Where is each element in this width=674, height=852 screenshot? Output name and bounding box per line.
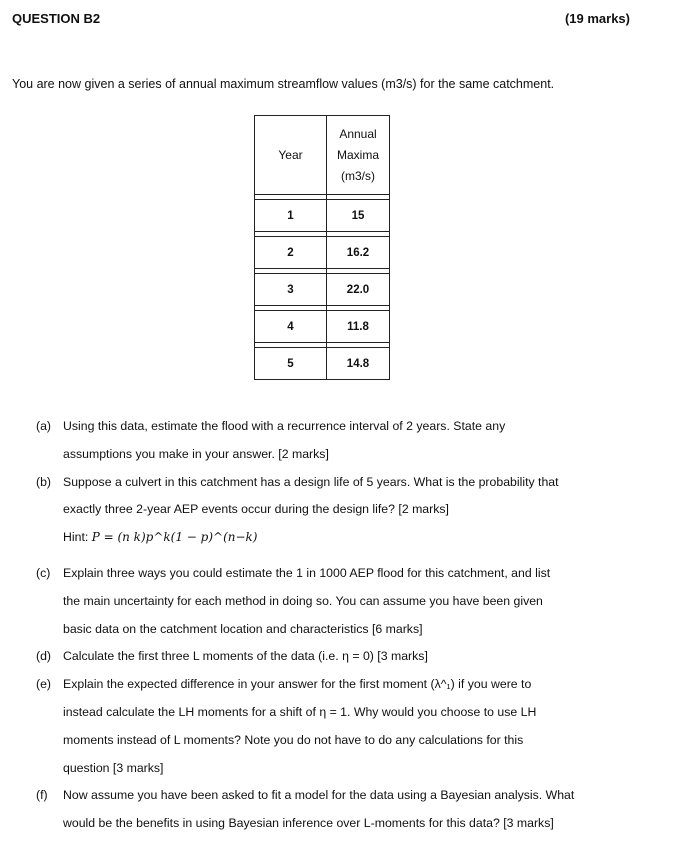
value-cell: 16.2 bbox=[327, 237, 390, 269]
table-row bbox=[255, 311, 390, 343]
table-row bbox=[255, 348, 390, 380]
question-b: (b) Suppose a culvert in this catchment has a design life of 5 years. What is the probability that exactly three 2-year AEP events occur during the design life? [2 marks] Hint: P = (n k)p^k(1 − p)^(n−k) bbox=[36, 469, 636, 552]
year-cell: 1 bbox=[255, 200, 327, 232]
value-cell: 14.8 bbox=[327, 348, 390, 380]
col-header-year: Year bbox=[255, 116, 327, 195]
marks-total: (19 marks) bbox=[564, 11, 630, 26]
hint-formula: Hint: P = (n k)p^k(1 − p)^(n−k) bbox=[63, 530, 258, 545]
question-a: (a) Using this data, estimate the flood with a recurrence interval of 2 years. State any assumptions you make in your answer. [2 marks] bbox=[36, 419, 506, 461]
year-cell: 2 bbox=[255, 237, 327, 269]
question-f: (f) Now assume you have been asked to fit a model for the data using a Bayesian analysis. What would be the benefits in using Bayesian inference over L-moments for this data? [3 marks] bbox=[36, 788, 575, 831]
table-row bbox=[255, 237, 390, 269]
value-cell: 11.8 bbox=[327, 311, 390, 343]
intro-text: You are now given a series of annual maximum streamflow values (m3/s) for the same catchment. bbox=[12, 77, 555, 91]
table-row bbox=[255, 274, 390, 306]
streamflow-table bbox=[254, 115, 390, 380]
question-d: (d) Calculate the first three L moments of the data (i.e. η = 0) [3 marks] bbox=[36, 649, 428, 664]
year-cell: 5 bbox=[255, 348, 327, 380]
year-cell: 4 bbox=[255, 311, 327, 343]
value-cell: 22.0 bbox=[327, 274, 390, 306]
question-title: QUESTION B2 bbox=[12, 11, 101, 26]
value-cell: 15 bbox=[327, 200, 390, 232]
year-cell: 3 bbox=[255, 274, 327, 306]
col-header-value: Annual Maxima (m3/s) bbox=[327, 116, 390, 195]
table-row bbox=[255, 200, 390, 232]
question-e: (e) Explain the expected difference in your answer for the first moment (λ^₁) if you were to instead calculate the LH moments for a shift of η = 1. Why would you choose to use LH moments instead of L moments? Note you do not have to do any calculations for this question [3 marks] bbox=[36, 677, 537, 775]
question-c: (c) Explain three ways you could estimate the 1 in 1000 AEP flood for this catchment, and list the main uncertainty for each method in doing so. You can assume you have been given basic data on the catchment location and characteristics [6 marks] bbox=[36, 565, 551, 636]
question-list bbox=[36, 413, 636, 838]
